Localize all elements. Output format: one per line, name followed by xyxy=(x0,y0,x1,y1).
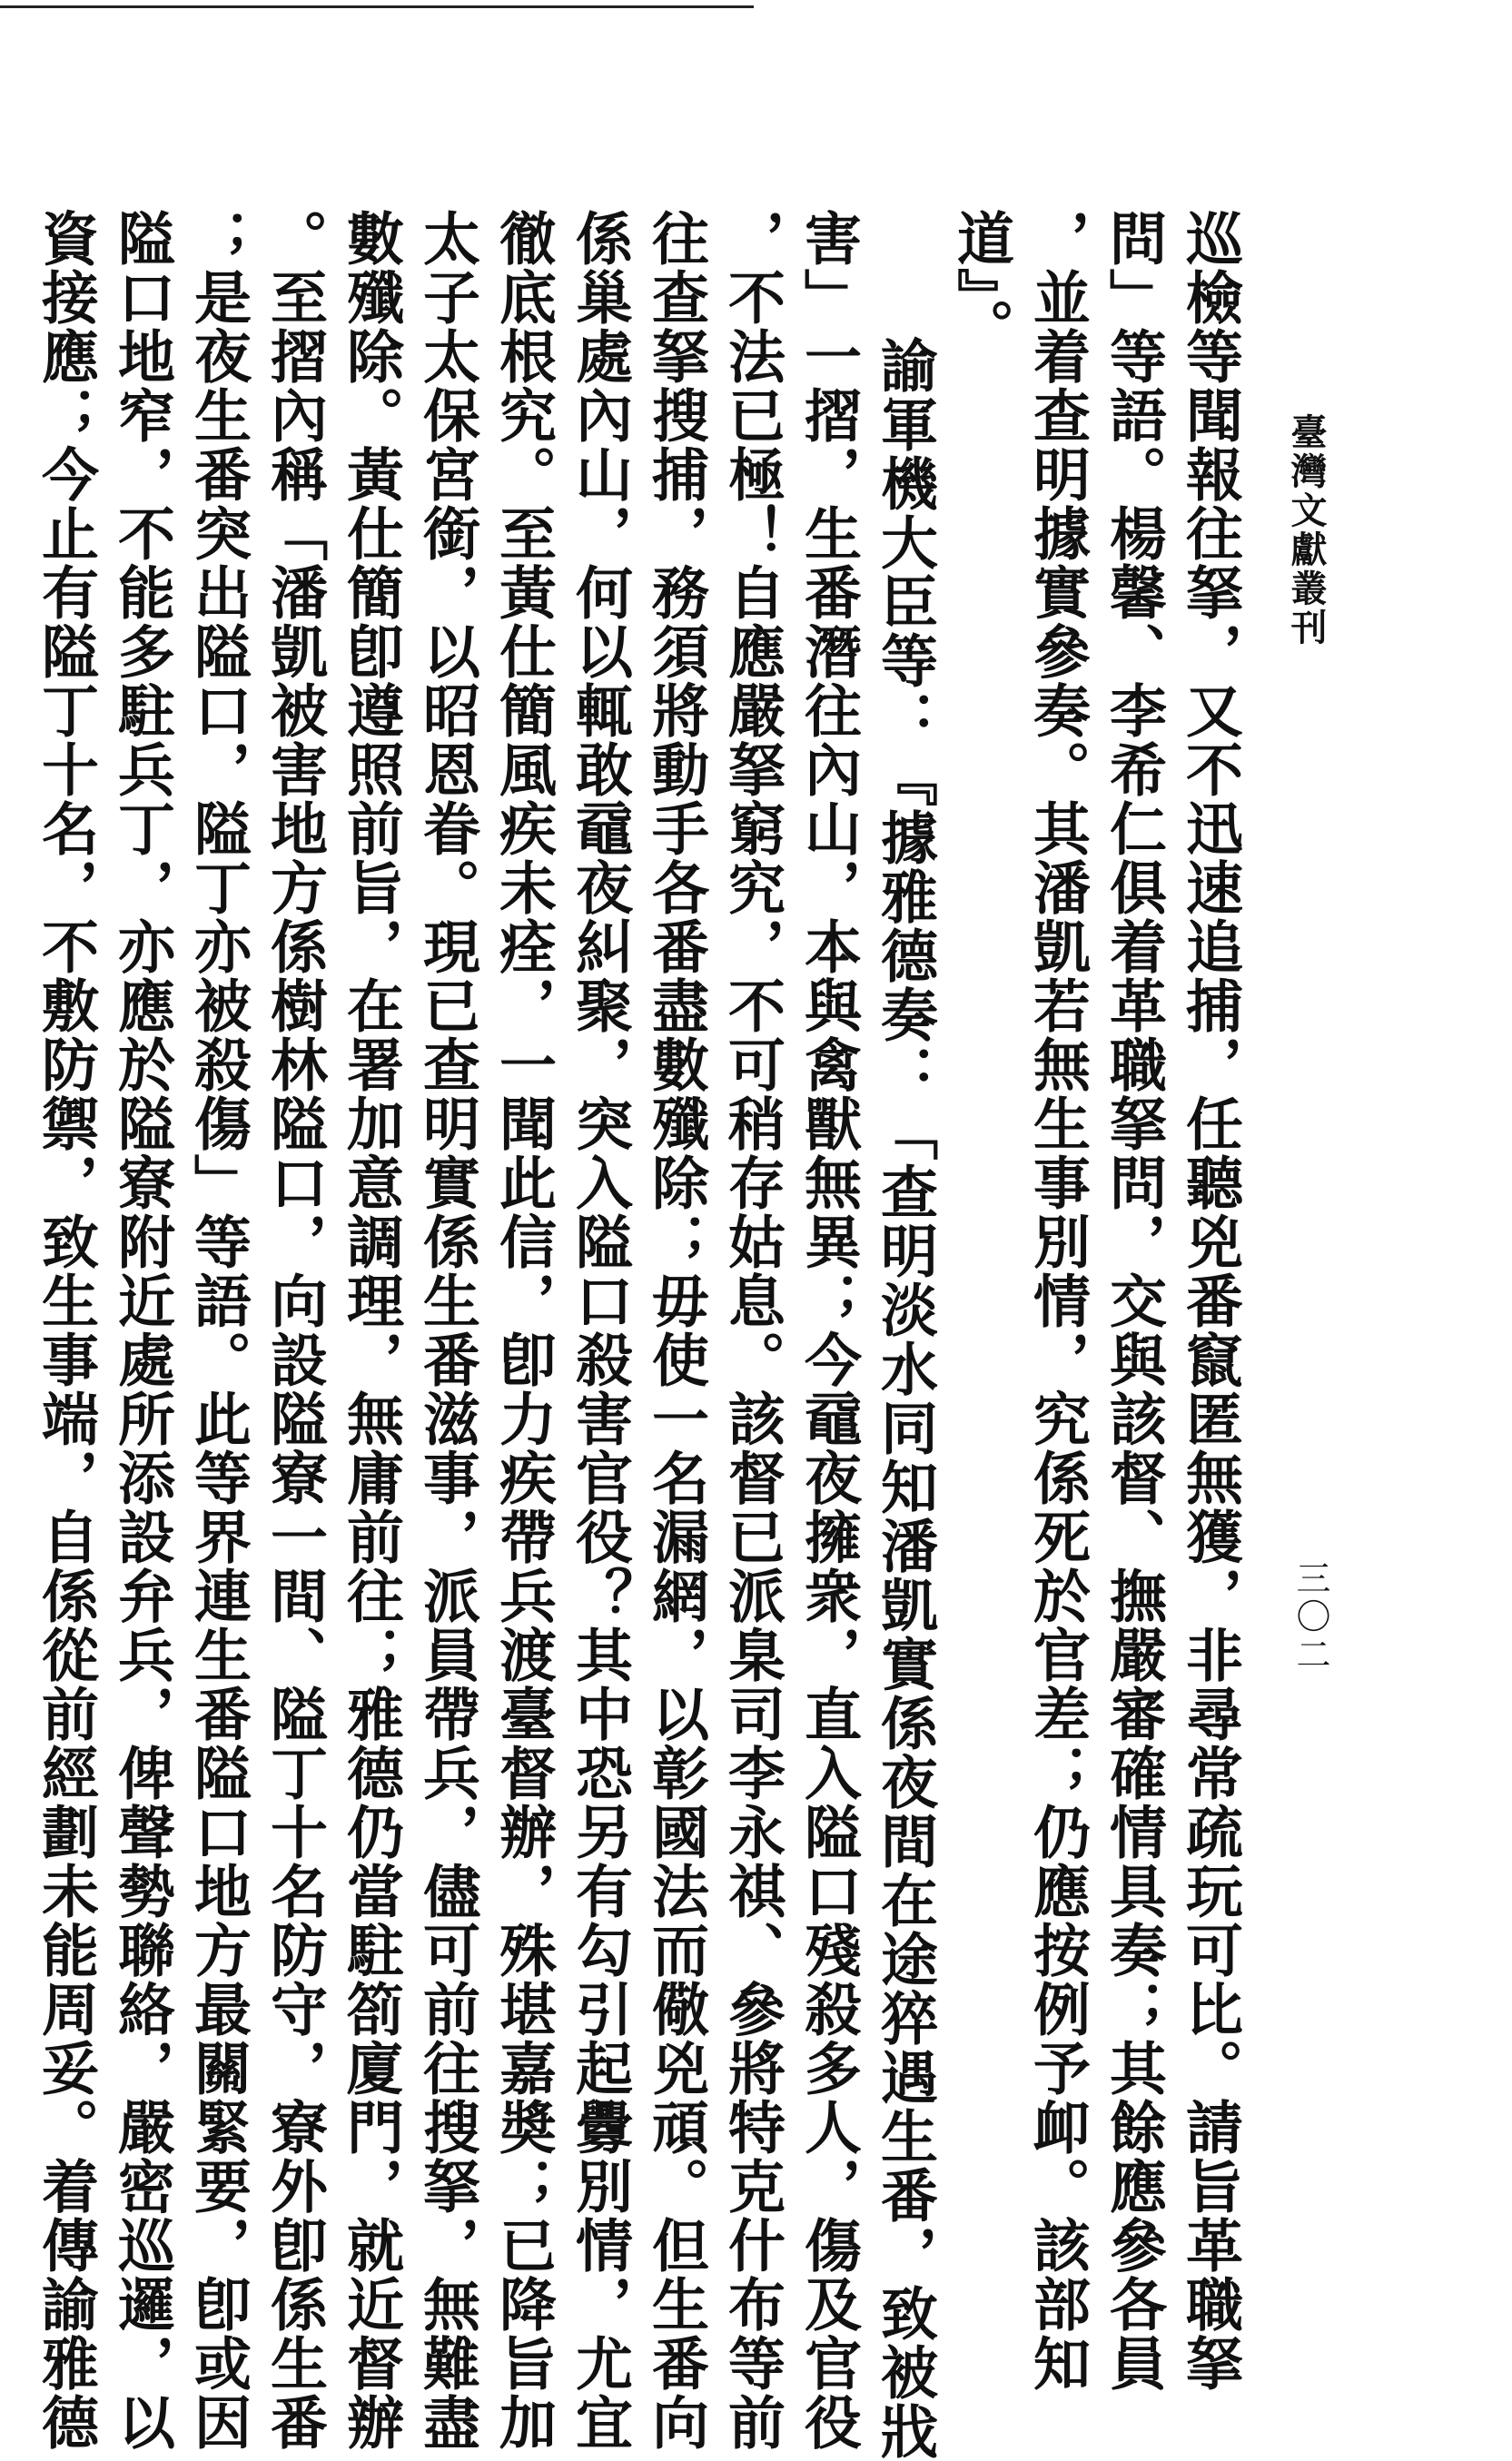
text-column: 數殲除。黃仕簡卽遵照前旨，在署加意調理，無庸前往；雅德仍當駐箚廈門，就近督辦 xyxy=(338,209,405,2452)
text-column: 。至摺內稱「潘凱被害地方係樹林隘口，向設隘寮一間、隘丁十名防守，寮外卽係生番 xyxy=(262,209,329,2452)
main-text-block xyxy=(28,209,1249,2461)
text-column: 太子太保宮銜，以昭恩眷。現已查明實係生番滋事，派員帶兵，儘可前往搜拏，無難盡 xyxy=(414,209,481,2452)
text-column: ，不法已極！自應嚴拏窮究，不可稍存姑息。該督已派臬司李永祺、參將特克什布等前 xyxy=(719,209,786,2452)
text-column: 道』。 xyxy=(948,209,1015,358)
text-column-indented: 諭軍機大臣等：『據雅德奏：「查明淡水同知潘凱實係夜間在途猝遇生番，致被戕 xyxy=(872,336,939,2461)
text-column: 害」一摺，生番潛往內山，本與禽獸無異；今黿夜擁衆，直入隘口殘殺多人，傷及官役 xyxy=(796,209,863,2452)
text-column: ，並着查明據實參奏。其潘凱若無生事別情，究係死於官差；仍應按例予卹。該部知 xyxy=(1024,209,1092,2393)
text-column: 徹底根究。至黃仕簡風疾未痊，一聞此信，卽力疾帶兵渡臺督辦，殊堪嘉奬；已降旨加 xyxy=(490,209,558,2452)
running-header-title: 臺灣文獻叢刊 xyxy=(1285,413,1328,647)
text-column: ；是夜生番突出隘口，隘丁亦被殺傷」等語。此等界連生番隘口地方最關緊要，卽或因 xyxy=(185,209,252,2452)
text-column: 隘口地窄，不能多駐兵丁，亦應於隘寮附近處所添設弁兵，俾聲勢聯絡，嚴密巡邏，以 xyxy=(109,209,176,2452)
text-column: 資接應；今止有隘丁十名，不敷防禦，致生事端，自係從前經劃未能周妥。着傳諭雅德 xyxy=(33,209,100,2452)
text-column: 問」等語。楊馨、李希仁俱着革職拏問，交與該督、撫嚴審確情具奏；其餘應參各員 xyxy=(1101,209,1168,2393)
text-column: 巡檢等聞報往拏，又不迅速追捕，任聽兇番竄匿無獲，非尋常疏玩可比。請旨革職拏 xyxy=(1177,209,1244,2393)
text-column: 往查拏搜捕，務須將動手各番盡數殲除；毋使一名漏網，以彰國法而儆兇頑。但生番向 xyxy=(643,209,710,2452)
text-column: 係巢處內山，何以輒敢黿夜糾聚，突入隘口殺害官役？其中恐另有勾引起釁別情，尤宜 xyxy=(567,209,634,2452)
top-rule xyxy=(0,5,754,8)
page-number: 三〇二 xyxy=(1290,1560,1330,1675)
